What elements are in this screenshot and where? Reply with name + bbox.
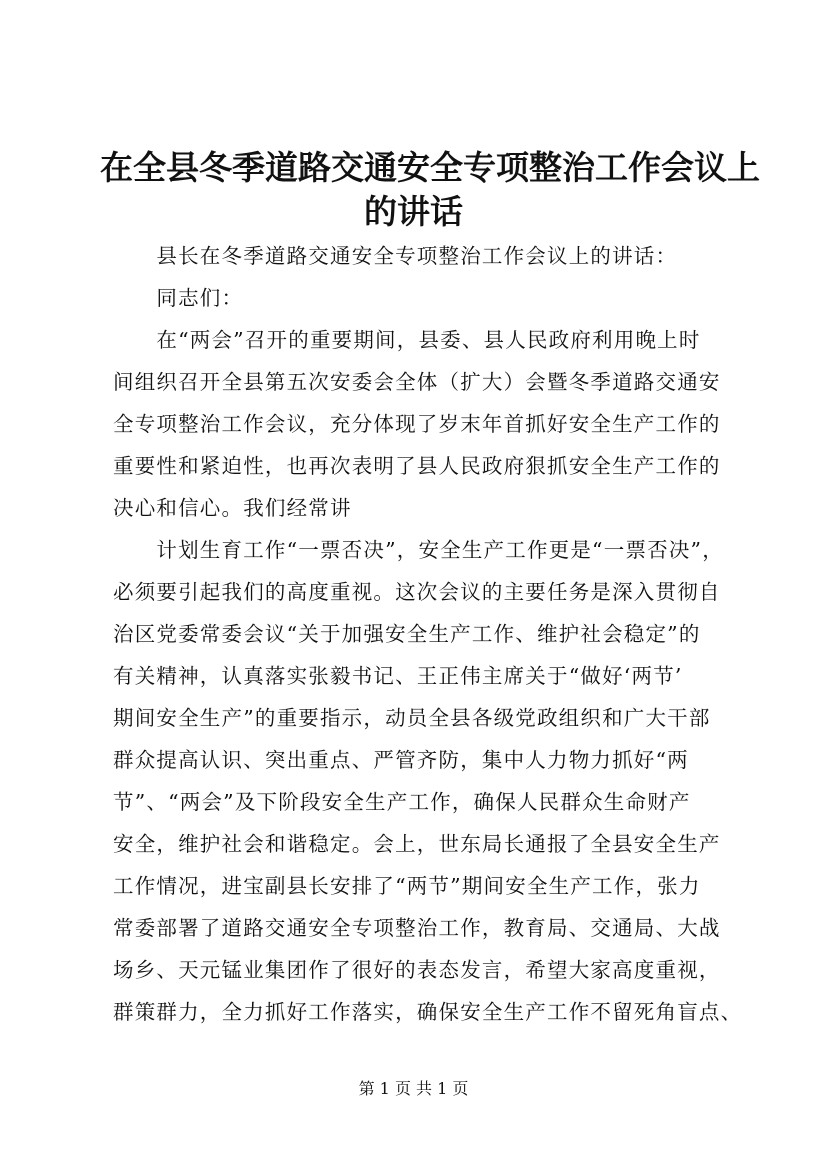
body-line: 重要性和紧迫性，也再次表明了县人民政府狠抓安全生产工作的 [113,454,721,478]
body-line: 必须要引起我们的高度重视。这次会议的主要任务是深入贯彻自 [113,580,721,604]
body-line: 治区党委常委会议“关于加强安全生产工作、维护社会稳定”的 [113,622,701,646]
body-line: 间组织召开全县第五次安委会全体（扩大）会暨冬季道路交通安 [113,370,721,394]
body-line: 常委部署了道路交通安全专项整治工作，教育局、交通局、大战 [113,916,721,940]
body-line: 计划生育工作“一票否决”，安全生产工作更是“一票否决”， [113,538,724,562]
title-line-2: 的讲话 [364,192,463,231]
body-line: 全专项整治工作会议，充分体现了岁末年首抓好安全生产工作的 [113,412,721,436]
page-footer: 第 1 页 共 1 页 [358,1079,469,1098]
body-line: 决心和信心。我们经常讲 [113,496,352,520]
body-line: 场乡、天元锰业集团作了很好的表态发言，希望大家高度重视， [113,958,721,982]
body-line: 群策群力，全力抓好工作落实，确保安全生产工作不留死角盲点、 [113,1000,743,1024]
body-line: 期间安全生产”的重要指示，动员全县各级党政组织和广大干部 [113,706,711,730]
body-line: 在“两会”召开的重要期间，县委、县人民政府利用晚上时 [113,328,701,352]
body-line: 群众提高认识、突出重点、严管齐防，集中人力物力抓好“两 [113,748,689,772]
body-line: 安全，维护社会和谐稳定。会上，世东局长通报了全县安全生产 [113,832,721,856]
body-line: 节”、“两会”及下阶段安全生产工作，确保人民群众生命财产 [113,790,691,814]
body-line: 工作情况，进宝副县长安排了“两节”期间安全生产工作，张力 [113,874,701,898]
title-line-1: 在全县冬季道路交通安全专项整治工作会议上 [100,148,760,187]
body-line: 有关精神，认真落实张毅书记、王正伟主席关于“做好‘两节’ [113,664,683,688]
body-line: 县长在冬季道路交通安全专项整治工作会议上的讲话： [113,244,678,268]
document-title [100,146,760,234]
body-line: 同志们： [113,286,244,310]
